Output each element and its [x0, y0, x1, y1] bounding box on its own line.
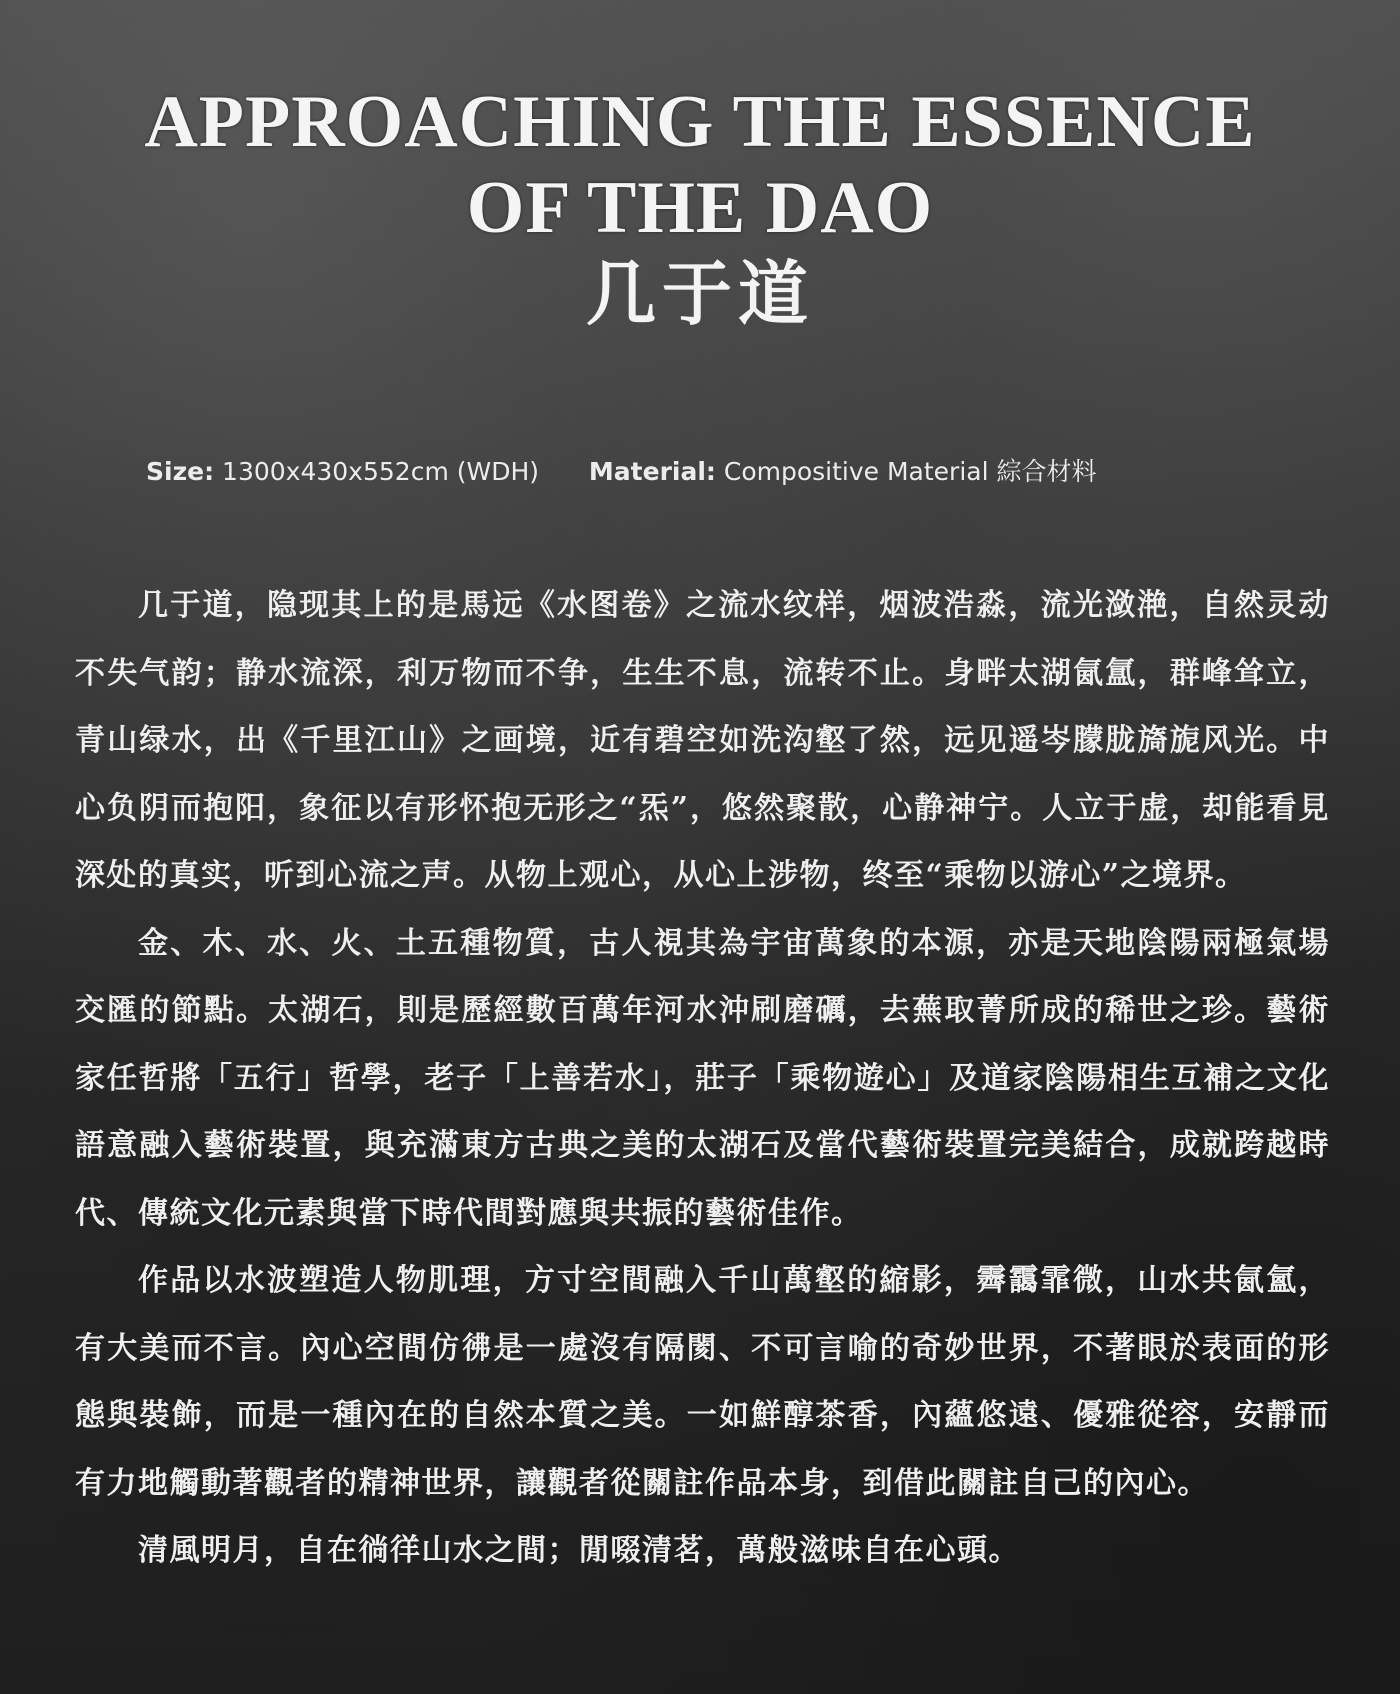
size-label: Size: — [146, 457, 215, 486]
title-english-line-2: OF THE DAO — [466, 167, 934, 249]
specifications — [146, 452, 1296, 492]
title-english-line-1: APPROACHING THE ESSENCE — [144, 81, 1256, 163]
paragraph: 清風明月，自在徜徉山水之間；閒啜清茗，萬般滋味自在心頭。 — [138, 1533, 1020, 1568]
material-value: Compositive Material 綜合材料 — [723, 457, 1097, 486]
paragraph: 作品以水波塑造人物肌理，方寸空間融入千山萬壑的縮影，霽靄霏微，山水共氤氳，有大美而不言。內心空間仿彿是一處沒有隔閡、不可言喻的奇妙世界，不著眼於表面的形態與裝飾，而是一種內在的自然本質之美。一如鮮醇茶香，內蘊悠遠、優雅從容，安靜而有力地觸動著觀者的精神世界，讓觀者從關註作品本身，到借此關註自己的內心。 — [75, 1263, 1330, 1501]
size-value: 1300x430x552cm (WDH) — [222, 457, 540, 486]
title-chinese: 几于道 — [586, 252, 814, 335]
paragraph: 金、木、水、火、土五種物質，古人視其為宇宙萬象的本源，亦是天地陰陽兩極氣場交匯的節點。太湖石，則是歷經數百萬年河水沖刷磨礪，去蕪取菁所成的稀世之珍。藝術家任哲將「五行」哲學，老子「上善若水」，莊子「乘物遊心」及道家陰陽相生互補之文化語意融入藝術裝置，與充滿東方古典之美的太湖石及當代藝術裝置完美結合，成就跨越時代、傳統文化元素與當下時代間對應與共振的藝術佳作。 — [75, 925, 1330, 1231]
paragraph: 几于道，隐现其上的是馬远《水图卷》之流水纹样，烟波浩淼，流光潋滟，自然灵动不失气韵；静水流深，利万物而不争，生生不息，流转不止。身畔太湖氤氲，群峰耸立，青山绿水，出《千里江山》之画境，近有碧空如洗沟壑了然，远见遥岑朦胧旖旎风光。中心负阴而抱阳，象征以有形怀抱无形之“炁”，悠然聚散，心静神宁。人立于虚，却能看見深处的真实，听到心流之声。从物上观心，从心上涉物，终至“乘物以游心”之境界。 — [75, 588, 1330, 893]
material-label: Material: — [588, 457, 716, 486]
description-body — [75, 572, 1330, 1585]
